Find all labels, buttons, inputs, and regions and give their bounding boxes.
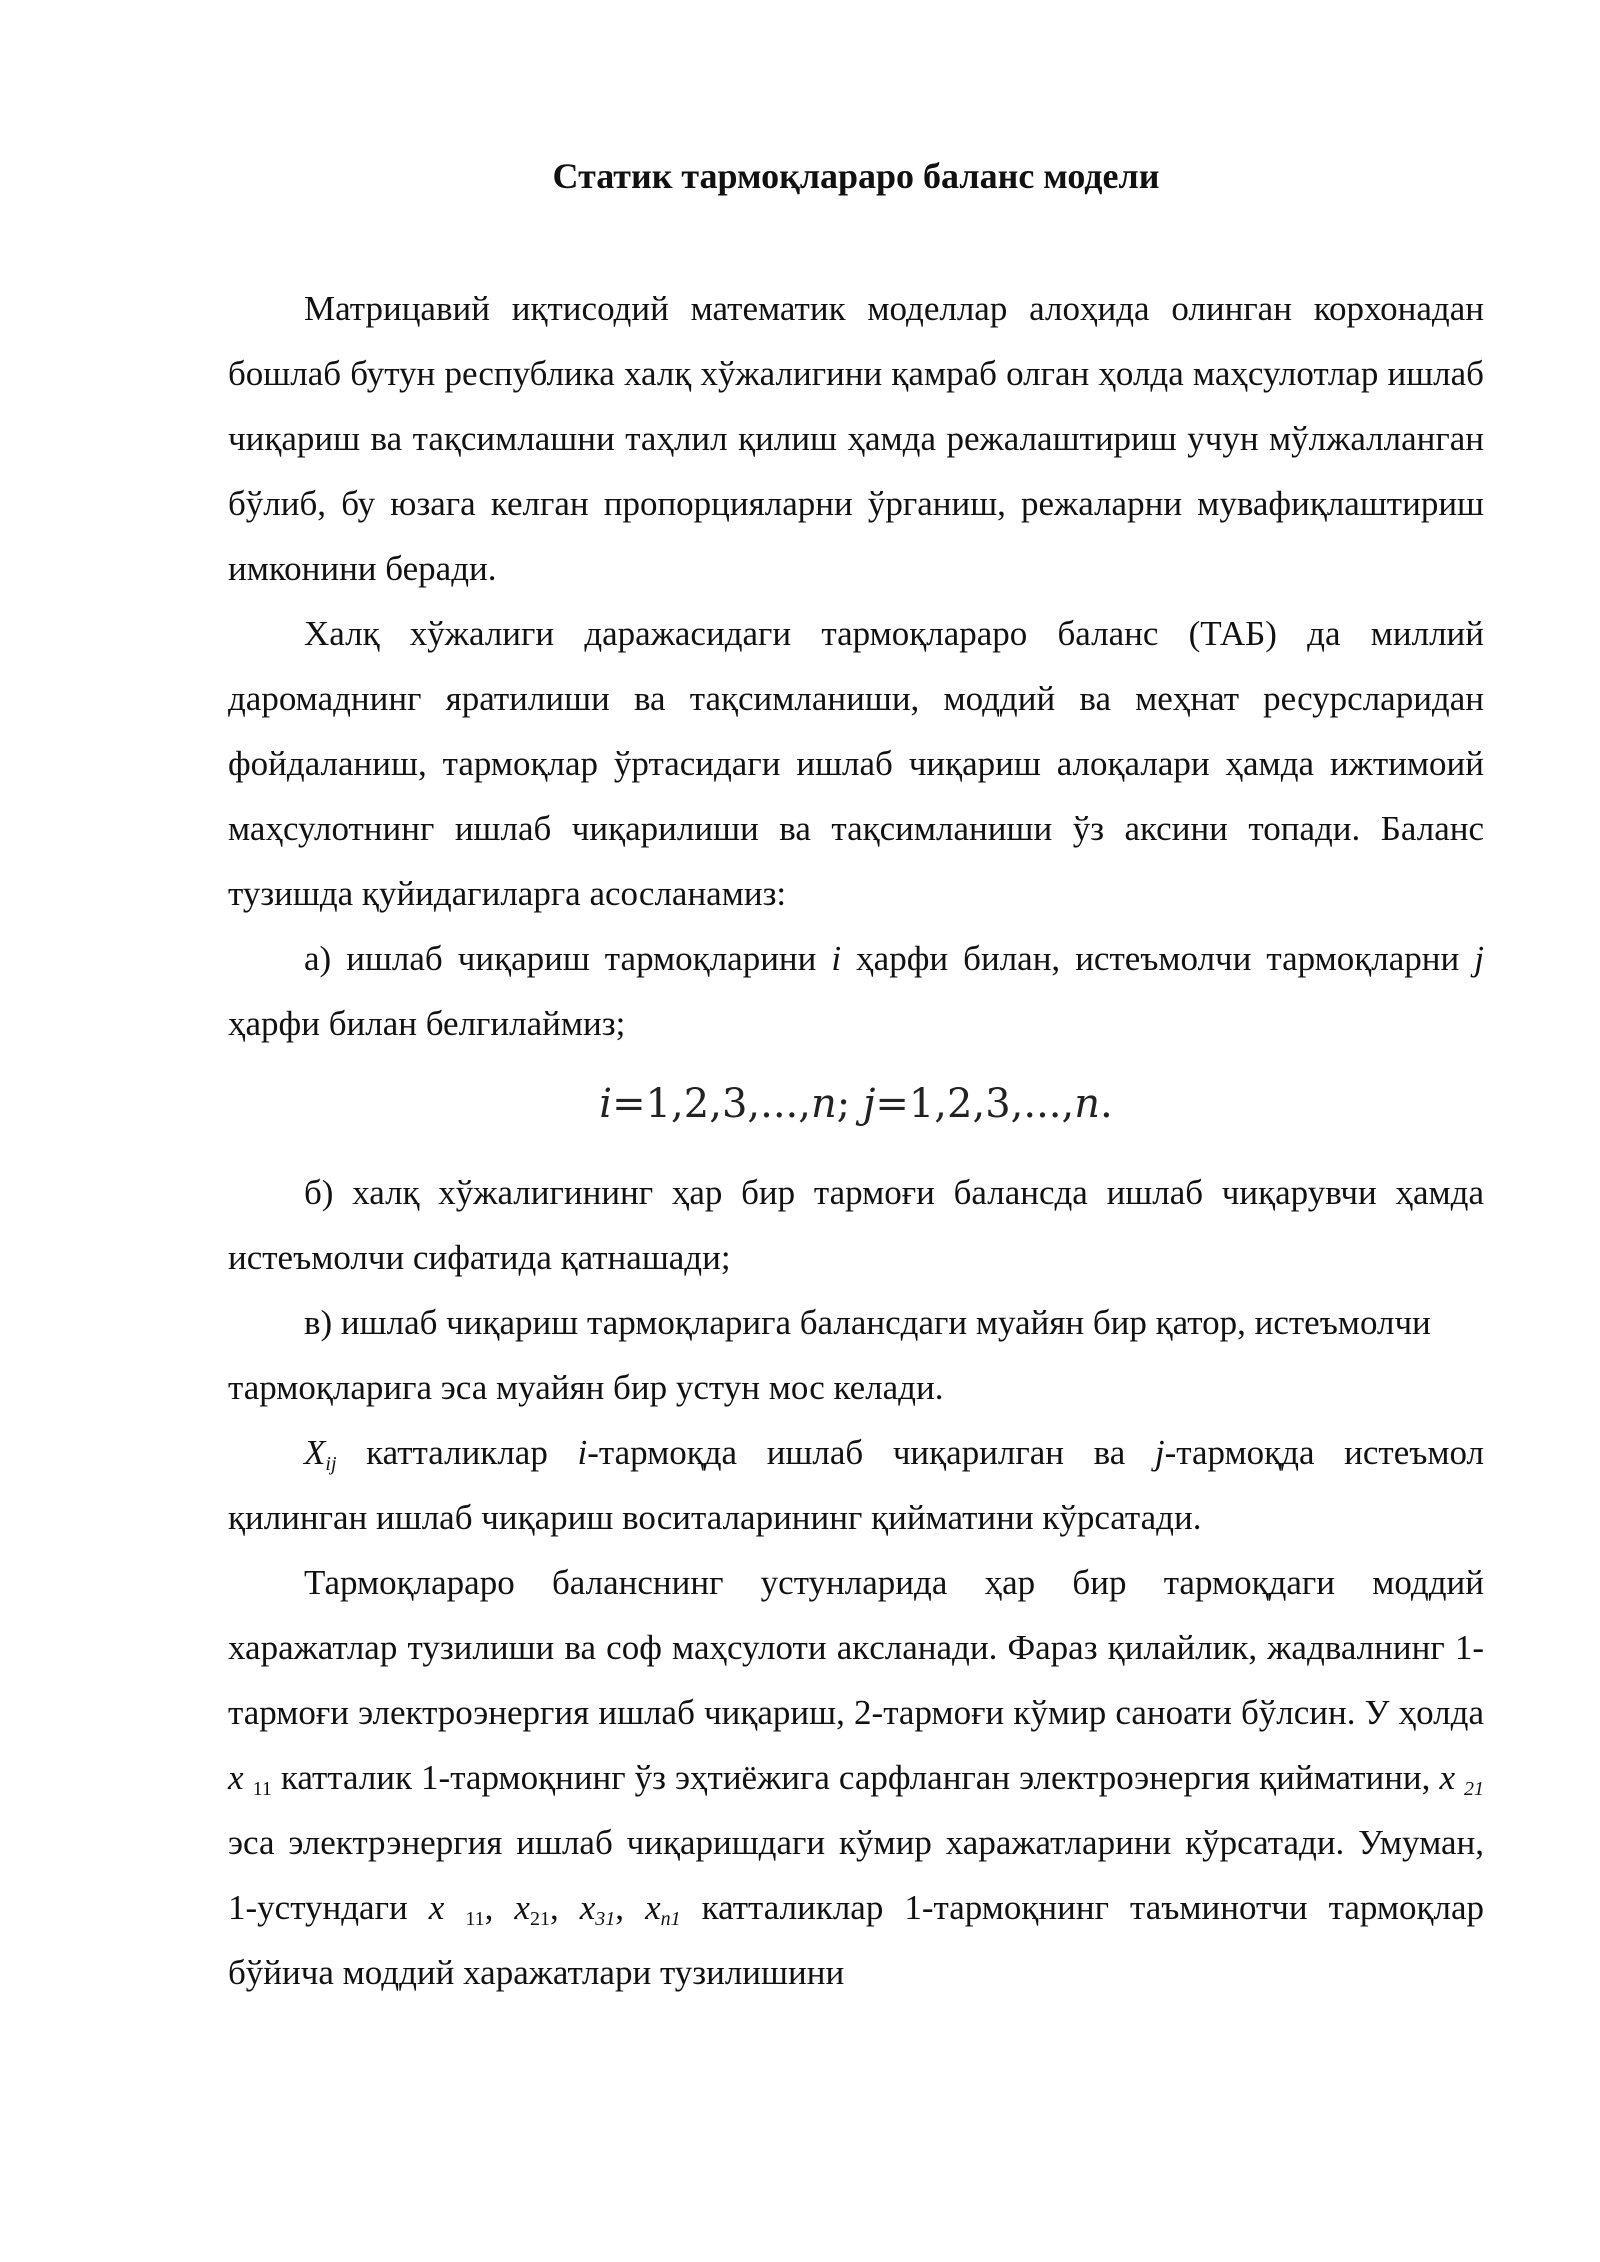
formula-i: i [599,1081,613,1127]
variable-x-21-b: x [514,1888,530,1927]
subscript-31: 31 [595,1908,616,1930]
paragraph-3 [228,926,1484,1056]
formula-j-values: =1,2,3,..., [875,1081,1075,1127]
index-formula [228,1070,1484,1138]
comma: , [484,1888,515,1927]
paragraph-7-part-d: катталиклар 1-тармоқнинг таъминотчи тармоқлар бўйича моддий харажатлари тузилишини [228,1888,1485,1992]
paragraph-6-part-b: -тармоқда ишлаб чиқарилган ва [587,1433,1155,1472]
comma: , [615,1888,646,1927]
comma: , [549,1888,580,1927]
index-j-2: j [1154,1433,1165,1472]
document-body [228,276,1484,2005]
paragraph-7-part-b: катталик 1-тармоқнинг ўз эҳтиёжига сарфланган электроэнергия қийматини, [271,1758,1440,1797]
paragraph-7-part-a: Тармоқлараро баланснинг устунларида ҳар бир тармоқдаги моддий харажатлар тузилиши ва соф маҳсулоти акcланади. Фараз қилайлик, жадвалнинг 1-тармоғи электроэнергия ишлаб чиқариш, 2-тармоғи кўмир саноати бўлсин. У ҳолда [228,1563,1484,1732]
formula-j: j [862,1081,876,1127]
variable-x-11-b: x [428,1888,445,1927]
variable-x-11: x [228,1758,244,1797]
subscript-21-b: 21 [529,1908,550,1930]
paragraph-2: Халқ хўжалиги даражасидаги тармоқлараро баланс (ТАБ) да миллий даромаднинг яратилиши ва тақсимланиши, моддий ва меҳнат ресурсларидан фойдаланиш, тармоқлар ўртасидаги ишлаб чиқариш алоқалари ҳамда ижтимоий маҳсулотнинг ишлаб чиқарилиши ва тақсимланиши ўз аксини топади. Баланс тузишда қуйидагиларга асосланамиз: [228,614,1484,913]
subscript-21: 21 [1464,1778,1485,1800]
formula-i-values: =1,2,3,..., [612,1081,811,1127]
subscript-n1: n1 [660,1908,681,1930]
index-i: i [831,939,842,978]
variable-x: X [304,1433,326,1472]
paragraph-7 [228,1550,1484,2005]
paragraph-5-line-1: в) ишлаб чиқариш тармоқларига балансдаги муайян бир қатор, истеъмолчи [304,1303,1431,1342]
formula-separator: ; [836,1081,863,1127]
paragraph-5-line-2: тармоқларига эса муайян бир устун мос келади. [228,1368,944,1407]
index-i-2: i [577,1433,588,1472]
paragraph-3-part-a: а) ишлаб чиқариш тармоқларини [304,939,832,978]
formula-end: . [1099,1081,1113,1127]
formula-n-1: n [810,1081,837,1127]
formula-n-2: n [1074,1081,1100,1127]
paragraph-6 [228,1420,1484,1550]
index-j: j [1474,939,1485,978]
paragraph-6-part-c: -тармоқда истеъмол қилинган ишлаб чиқариш воситаларининг қийматини кўрсатади. [228,1433,1484,1537]
page-title: Статик тармоқлараро баланс модели [552,156,1160,196]
subscript-11-b: 11 [465,1908,485,1930]
variable-x-31: x [579,1888,596,1927]
paragraph-1: Матрицавий иқтисодий математик моделлар алоҳида олинган корхонадан бошлаб бутун республика халқ хўжалигини қамраб олган ҳолда маҳсулотлар ишлаб чиқариш ва тақсимлашни таҳлил қилиш ҳамда режалаштириш учун мўлжалланган бўлиб, бу юзага келган пропорцияларни ўрганиш, режаларни мувафиқлаштириш имконини беради. [228,289,1484,588]
paragraph-3-part-b: ҳарфи билан, истеъмолчи тармоқларни [841,939,1475,978]
subscript-11: 11 [252,1778,272,1800]
variable-x-21: x [1439,1758,1455,1797]
paragraph-7-part-c: эса электрэнергия ишлаб чиқаришдаги кўмир харажатларини кўрсатади. Умуман, 1-устундаги [228,1823,1484,1927]
paragraph-3-part-c: ҳарфи билан белгилаймиз; [228,1004,626,1043]
paragraph-4: б) халқ хўжалигининг ҳар бир тармоғи балансда ишлаб чиқарувчи ҳамда истеъмолчи сифатида қатнашади; [228,1173,1484,1277]
variable-x-n1: x [645,1888,661,1927]
paragraph-6-part-a: катталиклар [336,1433,578,1472]
subscript-ij: ij [325,1453,337,1475]
